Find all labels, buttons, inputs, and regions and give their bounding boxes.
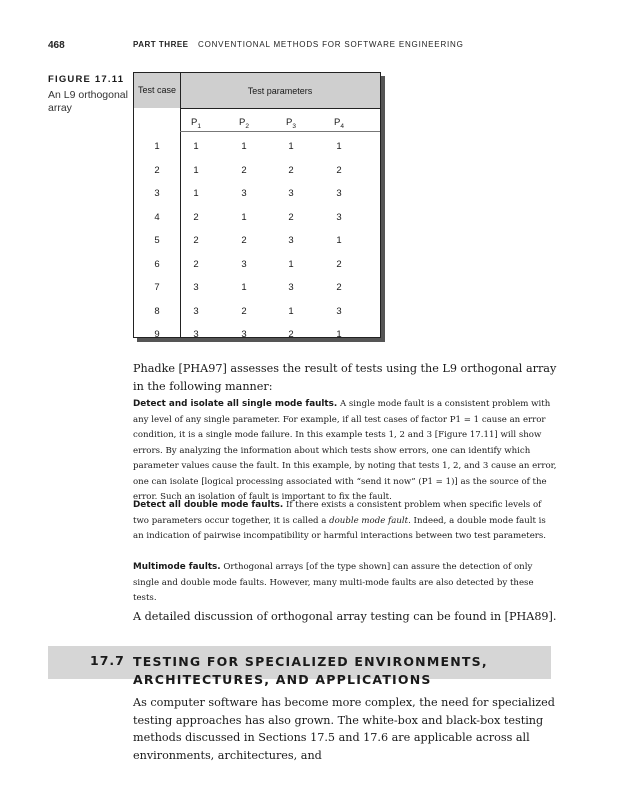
item-emphasis: double mode fault. <box>329 515 411 526</box>
single-mode-faults-paragraph <box>133 397 558 506</box>
part-label: PART THREE <box>133 40 189 49</box>
parameter-level-cell: 1 <box>193 188 199 199</box>
parameter-letter: P <box>334 117 341 128</box>
double-mode-faults-paragraph <box>133 498 558 545</box>
figure-caption: An L9 orthogonal array <box>48 89 128 114</box>
parameter-level-cell: 1 <box>336 141 342 152</box>
parameter-level-cell: 1 <box>241 282 247 293</box>
parameter-level-cell: 1 <box>241 211 247 223</box>
parameter-column-header <box>181 117 211 130</box>
section-paragraph: As computer software has become more complex, the need for specialized testing approaches has also grown. The white-box and black-box testing methods discussed in Sections 17.5 and 17.6 are applicable across all environments, architectures, and <box>133 696 555 762</box>
multimode-faults-paragraph <box>133 560 558 607</box>
orthogonal-array-table <box>133 72 381 338</box>
chapter-title: CONVENTIONAL METHODS FOR SOFTWARE ENGINEERING <box>198 40 464 49</box>
table-divider-vertical <box>180 73 181 337</box>
figure-label: FIGURE 17.11 <box>48 74 125 85</box>
parameter-level-cell: 2 <box>288 329 294 340</box>
parameter-letter: P <box>286 117 293 128</box>
section-number: 17.7 <box>90 653 125 668</box>
page-number: 468 <box>48 40 65 51</box>
test-case-number: 8 <box>154 305 160 317</box>
parameter-column-header <box>276 117 306 130</box>
parameter-level-cell: 2 <box>193 235 199 246</box>
parameter-level-cell: 3 <box>336 211 342 223</box>
parameter-level-cell: 3 <box>193 282 199 293</box>
item-heading: Detect all double mode faults. <box>133 500 284 510</box>
item-text: Orthogonal arrays [of the type shown] can assure the detection of only single and double mode faults. However, many multi-mode faults are also detected by these tests. <box>133 562 534 603</box>
table-divider-params <box>180 131 380 132</box>
detail-paragraph: A detailed discussion of orthogonal array testing can be found in [PHA89]. <box>133 610 557 623</box>
item-heading: Multimode faults. <box>133 562 221 572</box>
test-case-number: 1 <box>154 141 160 152</box>
parameter-index: 2 <box>245 122 249 130</box>
test-case-number: 3 <box>154 188 160 199</box>
parameter-letter: P <box>239 117 246 128</box>
parameter-level-cell: 2 <box>336 258 342 270</box>
parameter-index: 3 <box>292 122 296 130</box>
test-parameters-header: Test parameters <box>247 85 313 96</box>
parameter-level-cell: 3 <box>288 188 294 199</box>
test-case-number: 6 <box>154 258 160 270</box>
parameter-level-cell: 2 <box>288 164 294 176</box>
parameter-level-cell: 3 <box>193 329 199 340</box>
parameter-level-cell: 3 <box>288 235 294 246</box>
orthogonal-array-figure <box>133 72 385 342</box>
parameter-level-cell: 2 <box>193 258 199 270</box>
parameter-index: 4 <box>340 122 344 130</box>
parameter-level-cell: 2 <box>241 305 247 317</box>
parameter-column-header <box>229 117 259 130</box>
parameter-level-cell: 3 <box>241 188 247 199</box>
parameter-level-cell: 3 <box>336 305 342 317</box>
test-case-header: Test case <box>137 85 177 95</box>
section-title: TESTING FOR SPECIALIZED ENVIRONMENTS, ARCHITECTURES, AND APPLICATIONS <box>133 654 488 687</box>
parameter-level-cell: 1 <box>193 141 199 152</box>
parameter-level-cell: 3 <box>288 282 294 293</box>
intro-paragraph: Phadke [PHA97] assesses the result of tests using the L9 orthogonal array in the following manner: <box>133 362 557 393</box>
table-divider-header <box>180 108 380 109</box>
test-case-number: 2 <box>154 164 160 176</box>
test-case-number: 7 <box>154 282 160 293</box>
parameter-level-cell: 1 <box>193 164 199 176</box>
test-case-number: 5 <box>154 235 160 246</box>
parameter-level-cell: 1 <box>336 235 342 246</box>
parameter-letter: P <box>191 117 198 128</box>
parameter-level-cell: 3 <box>241 329 247 340</box>
parameter-level-cell: 2 <box>241 235 247 246</box>
item-text-continued: Indeed, a double mode fault is an indication of pairwise incompatibility or harmful interactions between two test parameters. <box>133 515 547 541</box>
parameter-level-cell: 2 <box>288 211 294 223</box>
parameter-level-cell: 2 <box>193 211 199 223</box>
parameter-level-cell: 3 <box>336 188 342 199</box>
parameter-level-cell: 3 <box>241 258 247 270</box>
test-case-number: 9 <box>154 329 160 340</box>
parameter-level-cell: 1 <box>336 329 342 340</box>
item-text: If there exists a consistent problem when specific levels of two parameters occur together, it is called a <box>133 500 542 526</box>
parameter-level-cell: 1 <box>288 258 294 270</box>
parameter-level-cell: 1 <box>241 141 247 152</box>
item-heading: Detect and isolate all single mode faults. <box>133 399 338 409</box>
parameter-level-cell: 2 <box>336 164 342 176</box>
parameter-level-cell: 3 <box>193 305 199 317</box>
parameter-column-header <box>324 117 354 130</box>
parameter-level-cell: 1 <box>288 305 294 317</box>
parameter-index: 1 <box>197 122 201 130</box>
parameter-level-cell: 2 <box>241 164 247 176</box>
parameter-level-cell: 1 <box>288 141 294 152</box>
item-text: A single mode fault is a consistent problem with any level of any single parameter. For example, if all test cases of factor P1 = 1 cause an error condition, it is a single mode failure. In this example tests 1, 2 and 3 [Figure 17.11] will show errors. By analyzing the information about which tests show errors, one can identify which parameter values cause the fault. In this example, by noting that tests 1, 2, and 3 cause an error, one can isolate [logical processing associated with “send it now” (P1 = 1)] as the source of the error. Such an isolation of fault is important to fix the fault. <box>133 399 557 502</box>
parameter-level-cell: 2 <box>336 282 342 293</box>
test-case-number: 4 <box>154 211 160 223</box>
